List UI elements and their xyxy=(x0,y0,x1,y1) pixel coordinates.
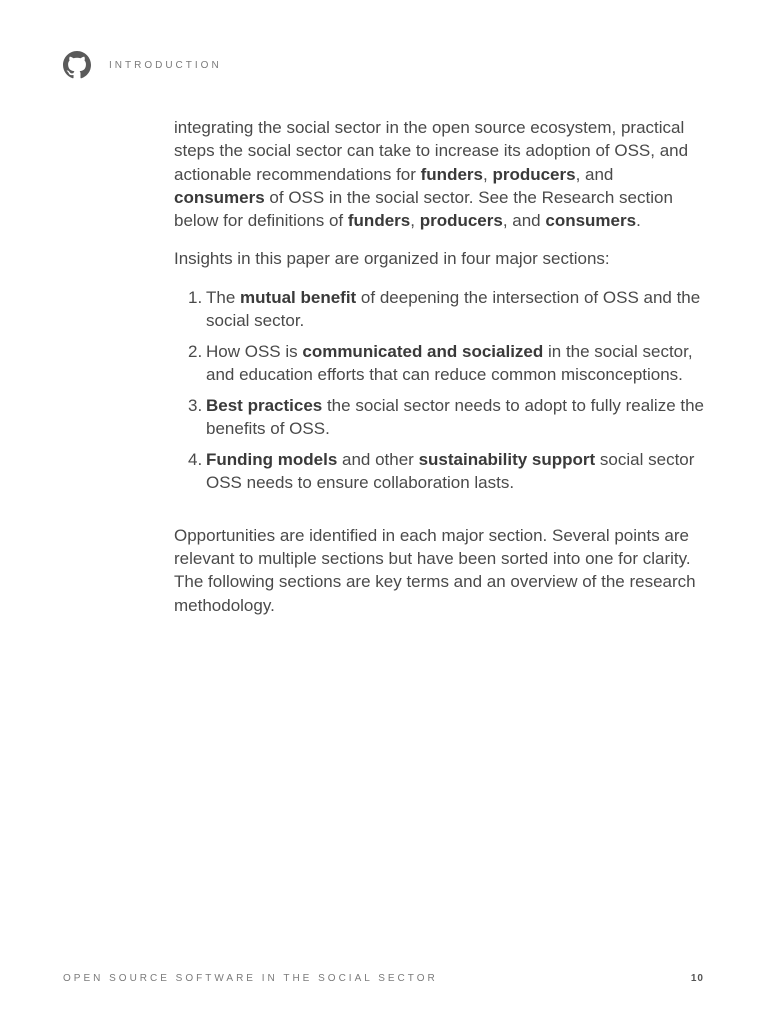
github-octocat-icon xyxy=(63,51,91,79)
bold-term: producers xyxy=(492,164,576,184)
list-item-number: 1. xyxy=(188,287,203,307)
list-item xyxy=(174,340,706,387)
bold-term: producers xyxy=(419,211,503,231)
bold-term: Best practices xyxy=(206,395,323,415)
text-run: . xyxy=(636,211,641,231)
list-item-number: 4. xyxy=(188,450,203,470)
section-label: INTRODUCTION xyxy=(109,59,222,71)
text-run: , xyxy=(482,164,493,184)
bold-term: funders xyxy=(347,211,411,231)
bold-term: communicated and socialized xyxy=(302,341,544,361)
text-run: of OSS in the social sector. See the Research section below for definitions of xyxy=(174,187,673,231)
text-run: social sector OSS needs to ensure collaboration lasts. xyxy=(206,450,695,493)
text-run: The xyxy=(206,287,241,307)
page-header xyxy=(63,51,222,79)
list-item-text xyxy=(206,394,706,441)
list-item xyxy=(174,448,706,495)
list-item-text xyxy=(206,448,706,495)
list-item-text xyxy=(206,340,706,387)
footer-document-title: OPEN SOURCE SOFTWARE IN THE SOCIAL SECTOR xyxy=(63,973,438,984)
text-run: in the social sector, and education efforts that can reduce common misconceptions. xyxy=(206,341,693,385)
list-item xyxy=(174,394,706,441)
closing-paragraph: Opportunities are identified in each major section. Several points are relevant to multiple sections but have been sorted into one for clarity. The following sections are key terms and an overview of the research methodology. xyxy=(174,525,696,615)
text-run: , and xyxy=(502,211,546,231)
text-run: , xyxy=(410,211,420,231)
text-run: , and xyxy=(575,164,614,184)
list-item xyxy=(174,286,706,333)
text-run: of deepening the intersection of OSS and the social sector. xyxy=(206,287,701,331)
page-number: 10 xyxy=(690,973,704,984)
text-run: integrating the social sector in the open source ecosystem, practical steps the social sector can take to increase its adoption of OSS, and actionable recommendations for xyxy=(174,118,689,184)
page-body xyxy=(174,116,706,617)
list-item-text xyxy=(206,286,706,333)
list-item-number: 2. xyxy=(188,341,203,361)
intro-paragraph xyxy=(174,116,706,232)
text-run: and other xyxy=(337,450,419,470)
sections-list xyxy=(174,286,706,495)
text-run: How OSS is xyxy=(206,341,303,361)
bold-term: Funding models xyxy=(206,450,338,470)
bold-term: funders xyxy=(420,164,483,184)
insights-intro-paragraph: Insights in this paper are organized in four major sections: xyxy=(174,249,610,269)
bold-term: sustainability support xyxy=(418,450,596,470)
bold-term: consumers xyxy=(174,187,265,207)
list-item-number: 3. xyxy=(188,395,203,415)
text-run: the social sector needs to adopt to fully realize the benefits of OSS. xyxy=(206,395,705,439)
bold-term: mutual benefit xyxy=(240,287,357,307)
bold-term: consumers xyxy=(545,211,637,231)
